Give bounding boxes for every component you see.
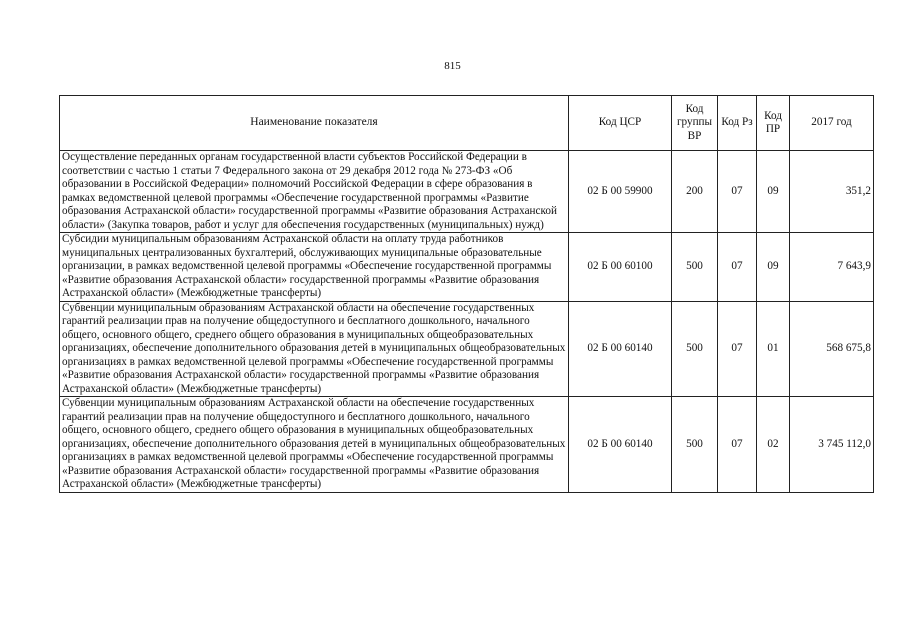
header-pr: Код ПР — [757, 96, 790, 151]
row-vr: 500 — [672, 301, 718, 397]
header-vr: Код группы ВР — [672, 96, 718, 151]
row-pr: 09 — [757, 151, 790, 233]
budget-table — [59, 95, 874, 493]
row-name: Субсидии муниципальным образованиям Астраханской области на оплату труда работников муниципальных централизованных бухгалтерий, обслуживающих муниципальные образовательные организации, в рамках ведомственной целевой программы «Обеспечение государственной программы «Развитие образования Астраханской области» государственной программы «Развитие образования Астраханской области» (Межбюджетные трансферты) — [60, 233, 569, 302]
row-csr: 02 Б 00 59900 — [569, 151, 672, 233]
header-name: Наименование показателя — [60, 96, 569, 151]
row-rz: 07 — [718, 151, 757, 233]
header-csr: Код ЦСР — [569, 96, 672, 151]
row-name: Субвенции муниципальным образованиям Астраханской области на обеспечение государственных гарантий реализации прав на получение общедоступного и бесплатного дошкольного, начального общего, основного общего, среднего общего образования в муниципальных общеобразовательных организациях, обеспечение дополнительного образования детей в муниципальных общеобразовательных организациях в рамках ведомственной целевой программы «Обеспечение государственной программы «Развитие образования Астраханской области» государственной программы «Развитие образования Астраханской области» (Межбюджетные трансферты) — [60, 301, 569, 397]
row-amount: 351,2 — [790, 151, 874, 233]
table-header-row — [60, 96, 874, 151]
row-rz: 07 — [718, 301, 757, 397]
row-amount: 568 675,8 — [790, 301, 874, 397]
row-rz: 07 — [718, 233, 757, 302]
row-pr: 02 — [757, 397, 790, 493]
row-pr: 01 — [757, 301, 790, 397]
table-row — [60, 233, 874, 302]
table-row — [60, 151, 874, 233]
row-amount: 7 643,9 — [790, 233, 874, 302]
page-number: 815 — [444, 60, 461, 72]
row-csr: 02 Б 00 60140 — [569, 301, 672, 397]
row-amount: 3 745 112,0 — [790, 397, 874, 493]
row-vr: 200 — [672, 151, 718, 233]
row-csr: 02 Б 00 60140 — [569, 397, 672, 493]
table-row — [60, 301, 874, 397]
header-year: 2017 год — [790, 96, 874, 151]
row-name: Осуществление переданных органам государственной власти субъектов Российской Федерации в соответствии с частью 1 статьи 7 Федерального закона от 29 декабря 2012 года № 273-ФЗ «Об образовании в Российской Федерации» полномочий Российской Федерации в сфере образования в рамках ведомственной целевой программы «Обеспечение государственной программы «Развитие образования Астраханской области» государственной программы «Развитие образования Астраханской области» (Закупка товаров, работ и услуг для обеспечения государственных (муниципальных) нужд) — [60, 151, 569, 233]
header-rz: Код Рз — [718, 96, 757, 151]
row-csr: 02 Б 00 60100 — [569, 233, 672, 302]
row-name: Субвенции муниципальным образованиям Астраханской области на обеспечение государственных гарантий реализации прав на получение общедоступного и бесплатного дошкольного, начального общего, основного общего, среднего общего образования в муниципальных общеобразовательных организациях, обеспечение дополнительного образования детей в муниципальных общеобразовательных организациях в рамках ведомственной целевой программы «Обеспечение государственной программы «Развитие образования Астраханской области» государственной программы «Развитие образования Астраханской области» (Межбюджетные трансферты) — [60, 397, 569, 493]
table-row — [60, 397, 874, 493]
row-vr: 500 — [672, 397, 718, 493]
row-rz: 07 — [718, 397, 757, 493]
row-vr: 500 — [672, 233, 718, 302]
row-pr: 09 — [757, 233, 790, 302]
